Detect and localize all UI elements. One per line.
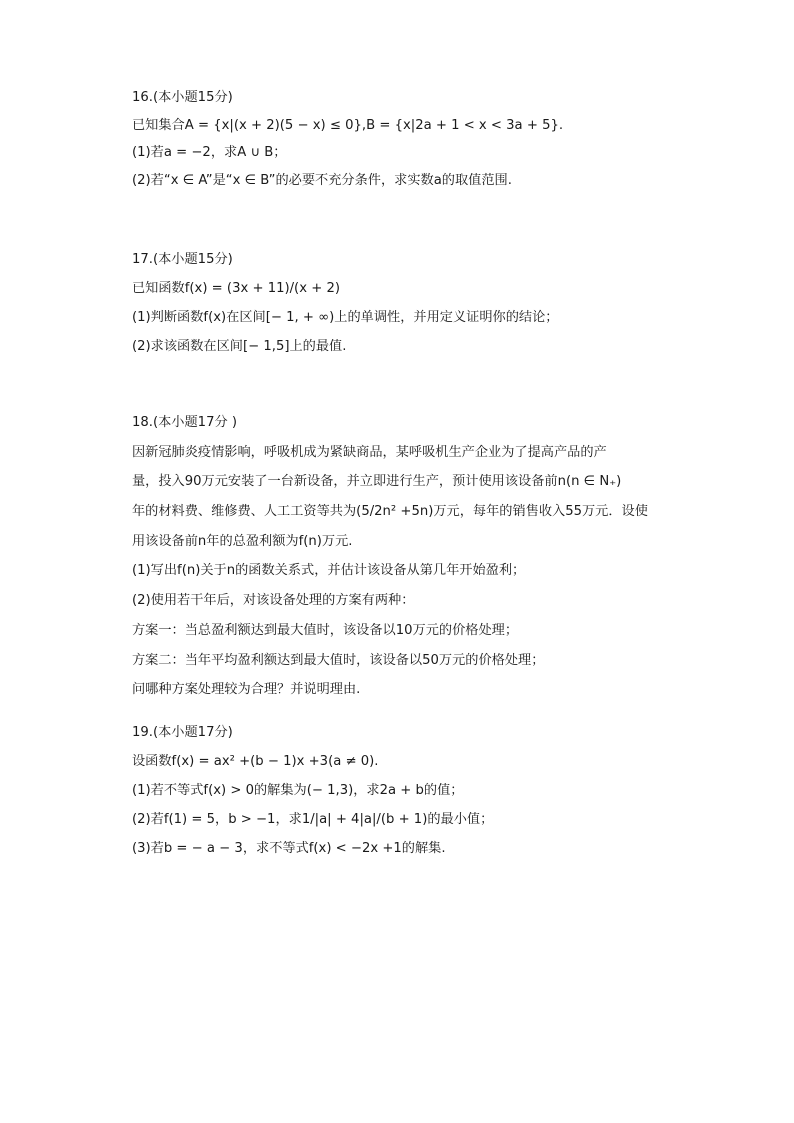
problem-16-statement: 已知集合A = {x|(x + 2)(5 − x) ≤ 0},B = {x|2a + 1 < x < 3a + 5}. (132, 117, 564, 133)
problem-19-statement: 设函数f(x) = ax² +(b − 1)x +3(a ≠ 0). (132, 754, 379, 769)
problem-19 (132, 725, 672, 870)
problem-19-part-2: (2)若f(1) = 5，b > −1，求1/|a| + 4|a|/(b + 1)的最小值； (132, 812, 494, 827)
problem-19-part-3: (3)若b = − a − 3，求不等式f(x) < −2x +1的解集. (132, 841, 446, 856)
problem-19-part-1: (1)若不等式f(x) > 0的解集为(− 1,3)，求2a + b的值； (132, 783, 464, 798)
problem-18-statement-line-2: 量，投入90万元安装了一台新设备，并立即进行生产，预计使用该设备前n(n ∈ N₊) (132, 474, 622, 490)
problem-18-statement-line-1: 因新冠肺炎疫情影响，呼吸机成为紧缺商品，某呼吸机生产企业为了提高产品的产 (132, 444, 607, 460)
problem-19-header: 19.(本小题17分) (132, 725, 233, 740)
problem-16-header: 16.(本小题15分) (132, 90, 233, 105)
problem-18-statement-line-3: 年的材料费、维修费、人工工资等共为(5/2n² +5n)万元，每年的销售收入55万元．设使 (132, 504, 648, 520)
problem-18-statement-line-4: 用该设备前n年的总盈利额为f(n)万元. (132, 533, 353, 549)
problem-17-header: 17.(本小题15分) (132, 252, 233, 267)
problem-18-part-1: (1)写出f(n)关于n的函数关系式，并估计该设备从第几年开始盈利； (132, 563, 526, 579)
problem-18-plan-2: 方案二：当年平均盈利额达到最大值时，该设备以50万元的价格处理； (132, 652, 545, 668)
problem-16-part-1: (1)若a = −2，求A ∪ B； (132, 145, 287, 160)
problem-18-question: 问哪种方案处理较为合理？并说明理由. (132, 682, 361, 698)
problem-17-statement: 已知函数f(x) = (3x + 11)/(x + 2) (132, 281, 340, 296)
problem-18-part-2: (2)使用若干年后，对该设备处理的方案有两种： (132, 593, 415, 609)
problem-18-plan-1: 方案一：当总盈利额达到最大值时，该设备以10万元的价格处理； (132, 622, 519, 638)
problem-18-header: 18.(本小题17分 ) (132, 415, 237, 430)
problem-16-part-2: (2)若“x ∈ A”是“x ∈ B”的必要不充分条件，求实数a的取值范围. (132, 172, 512, 188)
problem-16 (132, 90, 672, 200)
problem-17-part-2: (2)求该函数在区间[− 1,5]上的最值. (132, 339, 347, 354)
problem-17-part-1: (1)判断函数f(x)在区间[− 1, + ∞)上的单调性，并用定义证明你的结论； (132, 310, 559, 325)
problem-18 (132, 415, 672, 712)
problem-17 (132, 252, 672, 368)
